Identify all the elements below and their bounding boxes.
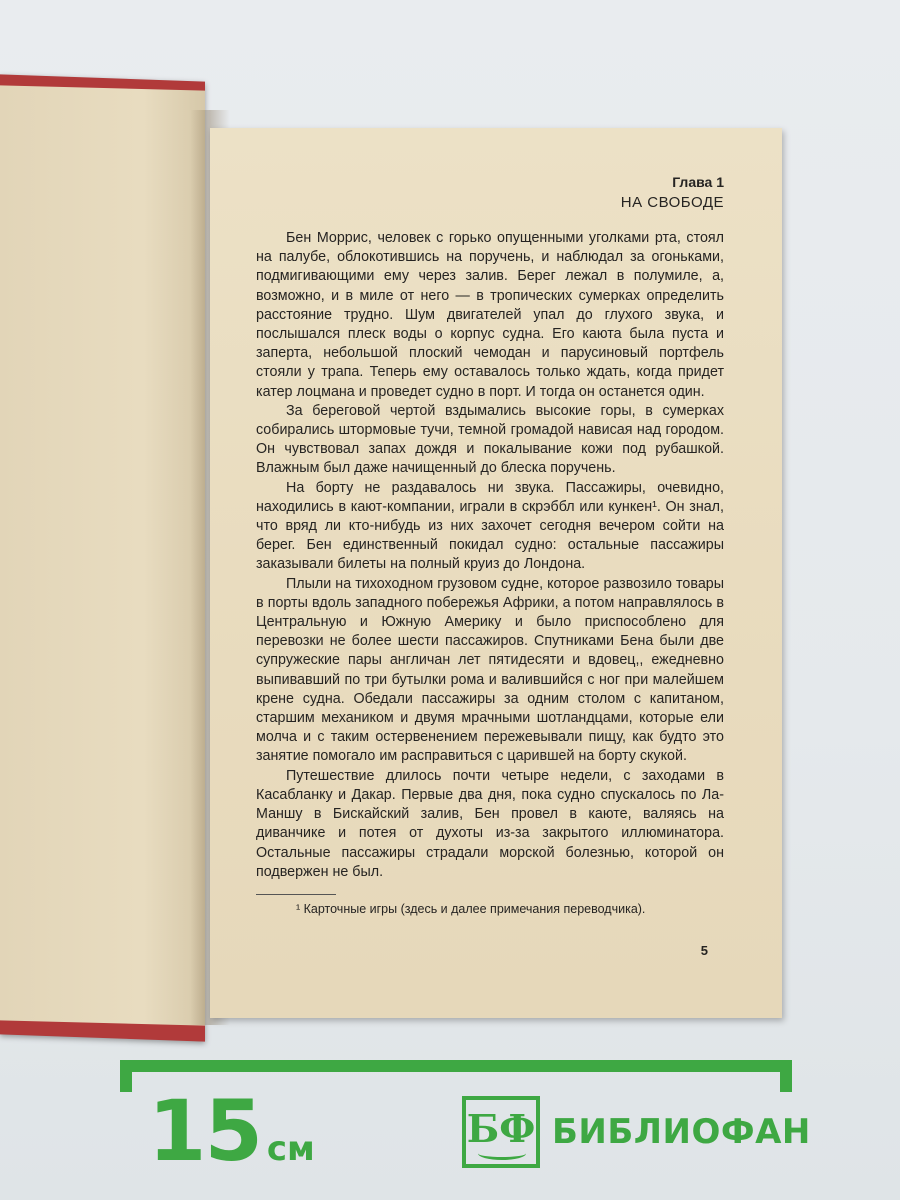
scale-label <box>148 1082 315 1180</box>
footnote: ¹ Карточные игры (здесь и далее примечания переводчика). <box>296 901 646 916</box>
footnote-rule <box>256 894 336 895</box>
open-book-icon <box>478 1147 526 1160</box>
paragraph-1: Бен Моррис, человек с горько опущенными уголками рта, стоял на палубе, облокотившись на поручень, и наблюдал за огоньками, подмигивающими ему через залив. Берег лежал в полумиле, а, возможно, и в миле от него — в тропических сумерках определить расстояние трудно. Шум двигателей упал до глухого звука, и послышался плеск воды о корпус судна. Его каюта была пуста и заперта, небольшой плоский чемодан и парусиновый портфель стояли у трапа. Теперь ему оставалось только ждать, когда придет катер лоцмана и проведет судно в порт. И тогда он останется один. <box>256 230 724 400</box>
paragraph-5: Путешествие длилось почти четыре недели, с заходами в Касабланку и Дакар. Первые два дня, пока судно спускалось по Ла-Маншу в Бискайский залив, Бен провел в каюте, валяясь на диванчике и потея от духоты из-за закрытого иллюминатора. Остальные пассажиры страдали морской болезнью, которой он подвержен не был. <box>256 767 724 880</box>
logo-mark-text: БФ <box>466 1105 536 1151</box>
logo-name: БИБЛИОФАН <box>552 1112 811 1152</box>
right-page <box>210 128 782 1018</box>
scale-unit: см <box>266 1129 315 1169</box>
page-text <box>256 174 724 917</box>
page-number: 5 <box>700 943 708 958</box>
chapter-label: Глава 1 <box>672 174 724 190</box>
left-page <box>0 85 205 1025</box>
paragraph-2: За береговой чертой вздымались высокие горы, в сумерках собирались штормовые тучи, темной громадой нависая над городом. Он чувствовал запах дождя и покалывание кожи под рубашкой. Влажным был даже начищенный до блеска поручень. <box>256 402 724 477</box>
scale-number: 15 <box>148 1082 261 1180</box>
paragraph-4: Плыли на тихоходном грузовом судне, которое развозило товары в порты вдоль западного побережья Африки, а потом направлялось в Центральную и Южную Америку и было приспособлено для перевозки не более шести пассажиров. Спутниками Бена были две супружеские пары англичан лет пятидесяти и вдовец,, ежедневно выпивавший по три бутылки рома и валившийся с ног при малейшем крене судна. Обедали пассажиры за одним столом с капитаном, старшим механиком и двумя мрачными шотландцами, которые ели молча и с таким остервенением пережевывали пищу, как будто это занятие помогало им расправиться с царившей на борту скукой. <box>256 575 724 765</box>
bibliofan-logo <box>462 1096 811 1168</box>
paragraph-3: На борту не раздавалось ни звука. Пассажиры, очевидно, находились в кают-компании, играли в скрэббл или кункен¹. Он знал, что вряд ли кто-нибудь из них захочет сегодня вечером сойти на берег. Бен единственный покидал судно: остальные пассажиры заказывали билеты на полный круиз до Лондона. <box>256 479 724 573</box>
chapter-title: НА СВОБОДЕ <box>620 194 724 211</box>
book-logo-icon <box>462 1096 540 1168</box>
